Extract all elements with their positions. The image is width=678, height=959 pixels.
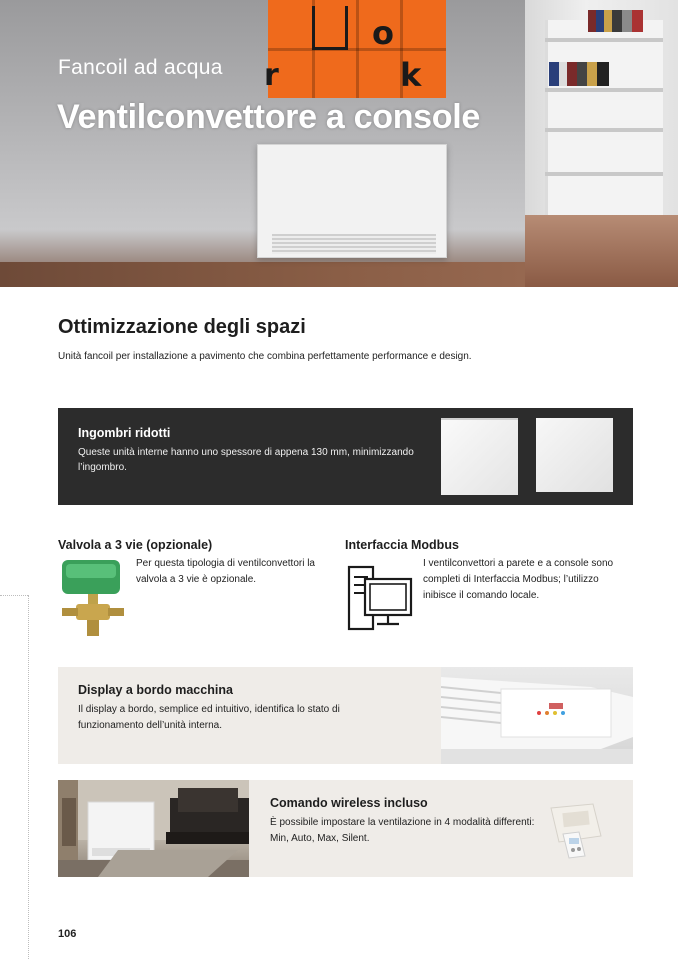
- display-title: Display a bordo macchina: [78, 683, 233, 697]
- hero-bookshelf: [545, 20, 663, 220]
- display-panel-image: [441, 667, 633, 764]
- hero-title: Ventilconvettore a console: [57, 98, 480, 136]
- section-subtitle: Unità fancoil per installazione a pavimento che combina perfettamente performance e design.: [58, 351, 472, 362]
- hero-letter-o: o: [372, 14, 394, 52]
- wireless-box: [58, 780, 633, 877]
- hero-console-grille: [272, 234, 436, 254]
- section-title: Ottimizzazione degli spazi: [58, 316, 306, 338]
- wireless-title: Comando wireless incluso: [270, 796, 428, 810]
- computer-icon: [347, 561, 415, 635]
- unit-side-image: [441, 418, 518, 495]
- wireless-text: È possibile impostare la ventilazione in 4 modalità differenti: Min, Auto, Max, Silent.: [270, 817, 535, 844]
- hero-letter-k: k: [400, 56, 422, 94]
- unit-front-image: [536, 418, 613, 492]
- ingombri-text: Queste unità interne hanno uno spessore di appena 130 mm, minimizzando l’ingombro.: [78, 447, 414, 473]
- page-number: 106: [58, 928, 77, 940]
- hero-books: [588, 10, 643, 32]
- remote-control-icon: [545, 800, 605, 860]
- display-text: Il display a bordo, semplice ed intuitivo, identifica lo stato di funzionamento dell’unità interna.: [78, 704, 340, 731]
- hero-banner: [0, 0, 678, 287]
- hero-letter-r: r: [264, 58, 279, 93]
- modbus-title: Interfaccia Modbus: [345, 538, 459, 552]
- modbus-text: I ventilconvettori a parete e a console sono completi di Interfaccia Modbus; l’utilizzo inibisce il comando locale.: [423, 558, 614, 601]
- valvola-text: Per questa tipologia di ventilconvettori la valvola a 3 vie è opzionale.: [136, 558, 315, 585]
- valve-icon: [58, 556, 128, 640]
- room-image: [58, 780, 249, 877]
- hero-subtitle: Fancoil ad acqua: [58, 56, 223, 79]
- ingombri-box: [58, 408, 633, 505]
- display-box: [58, 667, 633, 764]
- margin-guide: [0, 595, 28, 596]
- valvola-title: Valvola a 3 vie (opzionale): [58, 538, 213, 552]
- ingombri-title: Ingombri ridotti: [78, 426, 171, 440]
